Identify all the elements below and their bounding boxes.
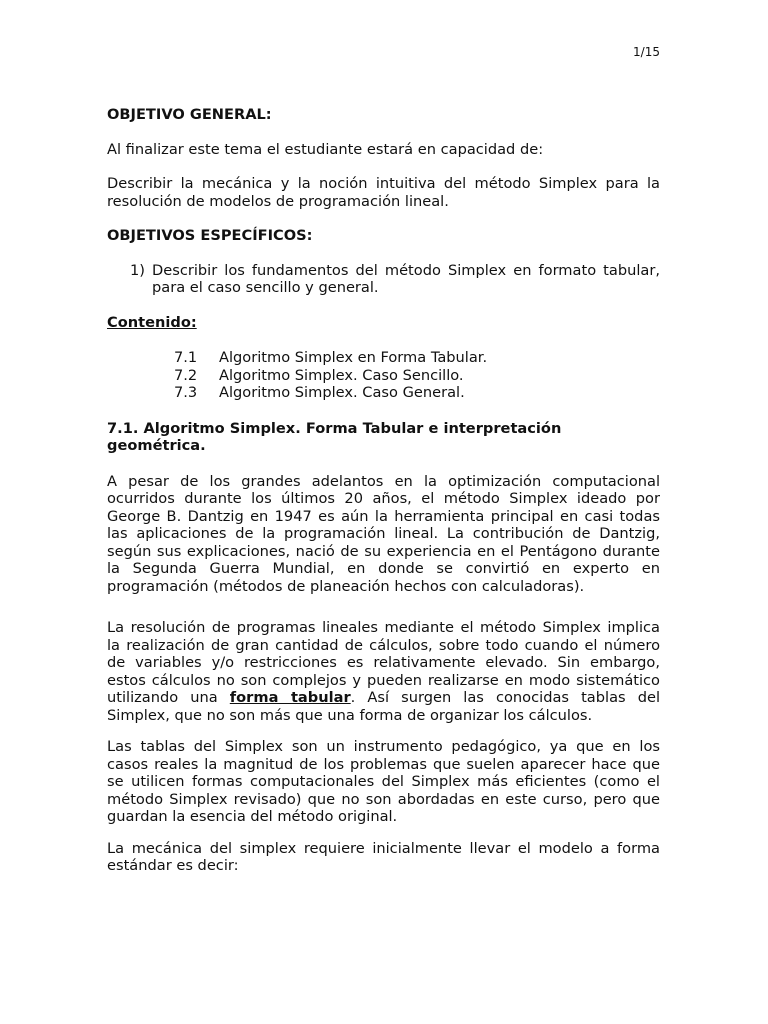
toc-text: Algoritmo Simplex. Caso Sencillo. bbox=[219, 366, 464, 384]
objetivos-list bbox=[107, 262, 660, 297]
paragraph: A pesar de los grandes adelantos en la optimización computacional ocurridos durante los últimos 20 años, el método Simplex ideado por George B. Dantzig en 1947 es aún la herramienta principal en casi todas las aplicaciones de la programación lineal. La contribución de Dantzig, según sus explicaciones, nació de su experiencia en el Pentágono durante la Segunda Guerra Mundial, en donde se convirtió en experto en programación (métodos de planeación hechos con calculadoras). bbox=[107, 472, 660, 595]
paragraph: Las tablas del Simplex son un instrumento pedagógico, ya que en los casos reales la magnitud de los problemas que suelen aparecer hace que se utilicen formas computacionales del Simplex más eficientes (como el método Simplex revisado) que no son abordadas en este curso, pero que guardan la esencia del método original. bbox=[107, 738, 660, 825]
objetivo-general-intro: Al finalizar este tema el estudiante estará en capacidad de: bbox=[107, 140, 544, 158]
objetivos-especificos-heading: OBJETIVOS ESPECÍFICOS: bbox=[107, 227, 313, 244]
list-item-number: 1) bbox=[130, 261, 145, 279]
list-item-text: Describir los fundamentos del método Simplex en formato tabular, para el caso sencillo y general. bbox=[152, 261, 660, 296]
paragraph-text: La resolución de programas lineales mediante el método Simplex implica la realización de gran cantidad de cálculos, sobre todo cuando el número de variables y/o restricciones es relativamente elevado. Sin embargo, estos cálculos no son complejos y pueden realizarse en modo sistemático utilizando una bbox=[107, 619, 660, 706]
contenido-list bbox=[107, 349, 660, 402]
paragraph: La mecánica del simplex requiere inicialmente llevar el modelo a forma estándar es decir: bbox=[107, 839, 660, 874]
toc-text: Algoritmo Simplex en Forma Tabular. bbox=[219, 349, 488, 366]
paragraph bbox=[107, 619, 660, 724]
list-item bbox=[107, 367, 660, 385]
toc-number: 7.3 bbox=[174, 384, 198, 401]
toc-number: 7.2 bbox=[174, 366, 198, 384]
page-number: 1/15 bbox=[633, 45, 660, 59]
toc-number: 7.1 bbox=[174, 349, 198, 366]
list-item bbox=[107, 262, 660, 297]
section-heading: 7.1. Algoritmo Simplex. Forma Tabular e interpretación geométrica. bbox=[107, 419, 562, 454]
document-body bbox=[107, 106, 660, 875]
list-item bbox=[107, 384, 660, 402]
objetivo-general-heading: OBJETIVO GENERAL: bbox=[107, 106, 272, 123]
list-item bbox=[107, 349, 660, 367]
contenido-heading: Contenido: bbox=[107, 313, 197, 331]
objetivo-general-description: Describir la mecánica y la noción intuitiva del método Simplex para la resolución de modelos de programación lineal. bbox=[107, 175, 660, 210]
paragraph-text: . Así surgen las conocidas tablas del Simplex, que no son más que una forma de organizar los cálculos. bbox=[107, 689, 660, 724]
toc-text: Algoritmo Simplex. Caso General. bbox=[219, 384, 465, 401]
emphasis-text: forma tabular bbox=[229, 689, 351, 706]
